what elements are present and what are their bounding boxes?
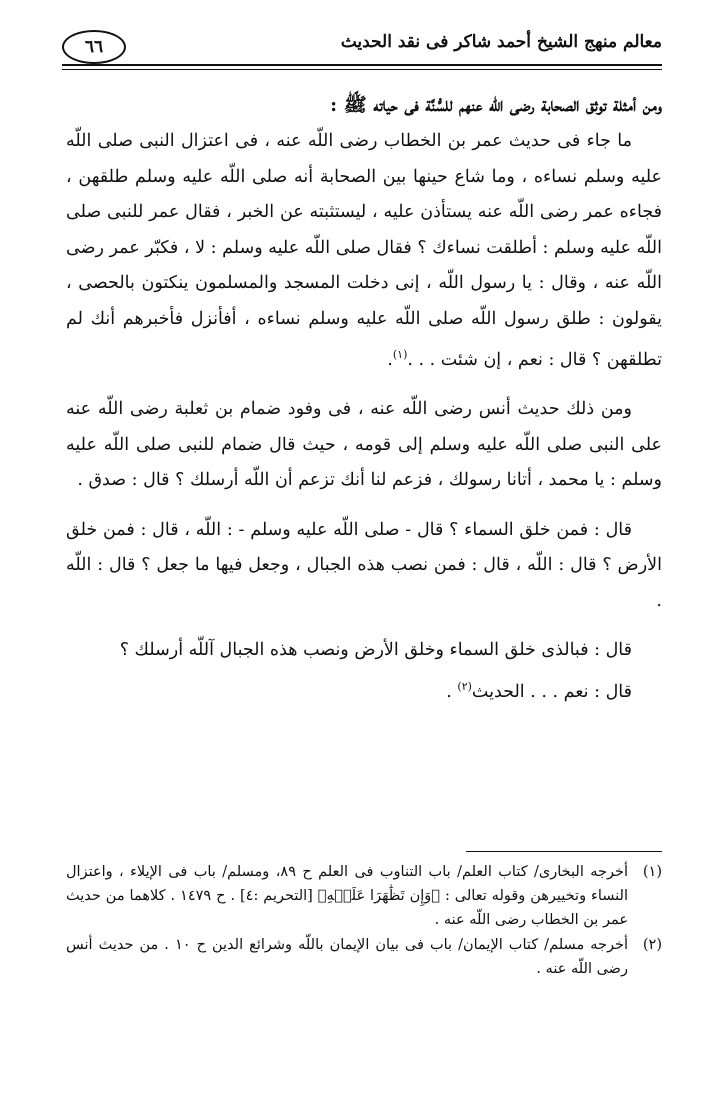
page-header (62, 22, 662, 64)
running-title: معالم منهج الشيخ أحمد شاكر فى نقد الحديث (340, 32, 662, 52)
paragraph-answer: قال : نعم . . . الحديث$^{(٢)}$ . (446, 679, 632, 702)
paragraph-oath-question: قال : فبالذى خلق السماء وخلق الأرض ونصب هذه الجبال آللّه أرسلك ؟ (119, 640, 632, 661)
section-heading: ومن أمثلة توثق الصحابة رضى اللّه عنهم للسُّنَّة فى حياته ﷺ : (330, 94, 662, 116)
footnote-number: (٢) (642, 937, 662, 953)
footnote-separator (466, 851, 662, 852)
header-rule-thick (62, 64, 662, 66)
paragraph-text: ما جاء فى حديث عمر بن الخطاب رضى اللّه عنه ، فى اعتزال النبى صلى اللّه عليه وسلم نساءه ، وما شاع حينها بين الصحابة أنه صلى اللّه عليه وسلم طلقهن ، فجاءه عمر رضى اللّه عنه يستأذن عليه ، ليستثبته عن الخبر ، فقال عمر للنبى صلى اللّه عليه وسلم : أطلقت نساءك ؟ فقال صلى اللّه عليه وسلم : لا ، فكبّر عمر رضى اللّه عنه ، وقال : يا رسول اللّه ، إنى دخلت المسجد والمسلمون ينكتون بالحصى ، يقولون : طلق رسول اللّه صلى اللّه عليه وسلم نساءه ، أفأنزل فأخبرهم أنك لم تطلقهن ؟ قال : نعم ، إن شئت . . . (66, 131, 663, 370)
footnote-marker-1: (١) (392, 348, 408, 361)
footnote-text: أخرجه البخارى/ كتاب العلم/ باب التناوب فى العلم ح ٨٩، ومسلم/ باب فى الإيلاء ، واعتزال النساء وتخييرهن وقوله تعالى : ﴿وَإِن تَظَٰهَرَا عَلَيۡهِ﴾ [التحريم :٤] . ح ١٤٧٩ . كلاهما من حديث عمر بن الخطاب رضى اللّه عنه . (66, 864, 629, 928)
footnote-marker-2: (٢) (457, 679, 472, 693)
paragraph-text: قال : نعم . . . الحديث (471, 681, 632, 702)
main-text (66, 90, 662, 710)
paragraph-umar-hadith: ما جاء فى حديث عمر بن الخطاب رضى اللّه عنه ، فى اعتزال النبى صلى اللّه عليه وسلم نساءه ، وما شاع حينها بين الصحابة أنه صلى اللّه عليه وسلم طلقهن ، فجاءه عمر رضى اللّه عنه يستأذن عليه ، ليستثبته عن الخبر ، فقال عمر للنبى صلى اللّه عليه وسلم : أطلقت نساءك ؟ فقال صلى اللّه عليه وسلم : لا ، فكبّر عمر رضى اللّه عنه ، وقال : يا رسول اللّه ، إنى دخلت المسجد والمسلمون ينكتون بالحصى ، يقولون : طلق رسول اللّه صلى اللّه عليه وسلم نساءه ، أفأنزل فأخبرهم أنك لم تطلقهن ؟ قال : نعم ، إن شئت . . .$^{(١)}$. (66, 131, 663, 370)
paragraph-anas-hadith: ومن ذلك حديث أنس رضى اللّه عنه ، فى وفود ضمام بن ثعلبة رضى اللّه عنه على النبى صلى اللّه عليه وسلم إلى قومه ، حيث قال ضمام للنبى صلى اللّه عليه وسلم : يا محمد ، أتانا رسولك ، فزعم لنا أنك تزعم أن اللّه أرسلك ؟ قال : صدق . (66, 399, 662, 491)
footnote-1 (66, 860, 662, 932)
paragraph-creation-questions: قال : فمن خلق السماء ؟ قال - صلى اللّه عليه وسلم - : اللّه ، قال : فمن خلق الأرض ؟ قال : اللّه ، قال : فمن نصب هذه الجبال ، وجعل فيها ما جعل ؟ قال : اللّه . (66, 519, 662, 611)
header-rule-thin (62, 69, 662, 70)
footnote-2 (66, 933, 662, 981)
footnote-text: أخرجه مسلم/ كتاب الإيمان/ باب فى بيان الإيمان باللّه وشرائع الدين ح ١٠ . من حديث أنس رضى اللّه عنه . (66, 937, 628, 977)
footnotes (66, 860, 662, 981)
page-number: ٦٦ (62, 30, 126, 64)
footnote-number: (١) (642, 864, 662, 880)
